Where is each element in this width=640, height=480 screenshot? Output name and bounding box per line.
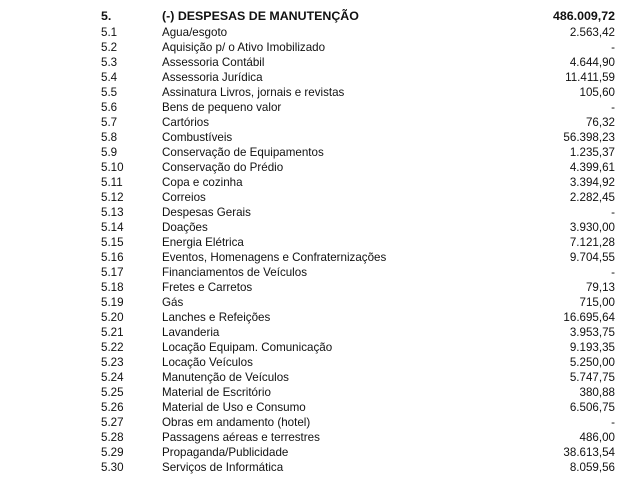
item-description: Lanches e Refeições [162, 311, 271, 324]
item-value: - [611, 266, 615, 279]
item-number: 5.28 [101, 431, 124, 444]
item-description: Material de Uso e Consumo [162, 401, 306, 414]
item-number: 5.26 [101, 401, 124, 414]
item-number: 5.5 [101, 86, 118, 99]
expense-row [0, 100, 640, 115]
item-value: - [611, 206, 615, 219]
item-number: 5.15 [101, 236, 124, 249]
item-value: 16.695,64 [563, 311, 615, 324]
item-number: 5.6 [101, 101, 118, 114]
expense-row [0, 55, 640, 70]
item-description: Eventos, Homenagens e Confraternizações [162, 251, 387, 264]
item-description: Fretes e Carretos [162, 281, 253, 294]
item-value: 9.193,35 [569, 341, 615, 354]
item-description: Gás [162, 296, 184, 309]
item-value: 4.399,61 [569, 161, 615, 174]
item-number: 5.9 [101, 146, 118, 159]
item-value: 486,00 [579, 431, 615, 444]
expense-row [0, 415, 640, 430]
item-description: Financiamentos de Veículos [162, 266, 308, 279]
item-value: 3.930,00 [569, 221, 615, 234]
item-value: 6.506,75 [569, 401, 615, 414]
item-description: Serviços de Informática [162, 461, 284, 474]
section-title: (-) DESPESAS DE MANUTENÇÃO [162, 9, 359, 23]
item-value: 9.704,55 [569, 251, 615, 264]
item-value: - [611, 41, 615, 54]
item-description: Locação Veículos [162, 356, 253, 369]
item-number: 5.3 [101, 56, 118, 69]
expense-row [0, 25, 640, 40]
item-number: 5.13 [101, 206, 124, 219]
expense-row [0, 430, 640, 445]
expense-row [0, 40, 640, 55]
item-number: 5.27 [101, 416, 124, 429]
expense-row [0, 400, 640, 415]
expense-row [0, 460, 640, 475]
item-description: Cartórios [162, 116, 210, 129]
section-number: 5. [101, 9, 112, 23]
item-value: 76,32 [585, 116, 615, 129]
item-number: 5.4 [101, 71, 118, 84]
item-value: 2.282,45 [569, 191, 615, 204]
item-description: Lavanderia [162, 326, 220, 339]
item-number: 5.1 [101, 26, 118, 39]
item-value: 56.398,23 [563, 131, 615, 144]
item-value: 3.953,75 [569, 326, 615, 339]
item-value: 715,00 [579, 296, 615, 309]
expense-row [0, 370, 640, 385]
expense-row [0, 190, 640, 205]
item-description: Bens de pequeno valor [162, 101, 282, 114]
item-value: 2.563,42 [569, 26, 615, 39]
expense-row [0, 385, 640, 400]
item-number: 5.19 [101, 296, 124, 309]
item-value: 8.059,56 [569, 461, 615, 474]
item-description: Despesas Gerais [162, 206, 251, 219]
item-value: 380,88 [579, 386, 615, 399]
item-value: 38.613,54 [563, 446, 615, 459]
item-value: 7.121,28 [569, 236, 615, 249]
item-description: Correios [162, 191, 206, 204]
item-number: 5.8 [101, 131, 118, 144]
item-number: 5.7 [101, 116, 118, 129]
item-value: 1.235,37 [569, 146, 615, 159]
item-value: 105,60 [579, 86, 615, 99]
expense-row [0, 445, 640, 460]
item-number: 5.23 [101, 356, 124, 369]
item-number: 5.2 [101, 41, 118, 54]
expense-row [0, 235, 640, 250]
expense-row [0, 85, 640, 100]
item-description: Propaganda/Publicidade [162, 446, 289, 459]
item-value: - [611, 416, 615, 429]
item-value: 5.747,75 [569, 371, 615, 384]
item-value: - [611, 101, 615, 114]
item-number: 5.18 [101, 281, 124, 294]
item-description: Manutenção de Veículos [162, 371, 289, 384]
section-header-row [0, 8, 640, 25]
item-number: 5.30 [101, 461, 124, 474]
item-description: Combustíveis [162, 131, 233, 144]
item-description: Assessoria Contábil [162, 56, 265, 69]
item-description: Conservação do Prédio [162, 161, 284, 174]
item-description: Obras em andamento (hotel) [162, 416, 311, 429]
item-number: 5.17 [101, 266, 124, 279]
expense-row [0, 220, 640, 235]
item-value: 3.394,92 [569, 176, 615, 189]
item-number: 5.16 [101, 251, 124, 264]
expense-row [0, 265, 640, 280]
expense-row [0, 295, 640, 310]
item-description: Aquisição p/ o Ativo Imobilizado [162, 41, 326, 54]
item-description: Doações [162, 221, 208, 234]
item-description: Agua/esgoto [162, 26, 228, 39]
item-description: Copa e cozinha [162, 176, 243, 189]
expense-row [0, 130, 640, 145]
item-description: Passagens aéreas e terrestres [162, 431, 320, 444]
expense-row [0, 325, 640, 340]
item-description: Assessoria Jurídica [162, 71, 263, 84]
item-number: 5.21 [101, 326, 124, 339]
expense-row [0, 175, 640, 190]
expense-row [0, 250, 640, 265]
item-value: 11.411,59 [565, 71, 615, 84]
item-description: Locação Equipam. Comunicação [162, 341, 333, 354]
expense-row [0, 310, 640, 325]
item-number: 5.29 [101, 446, 124, 459]
item-number: 5.11 [101, 176, 123, 189]
expense-row [0, 355, 640, 370]
expense-row [0, 205, 640, 220]
item-description: Energia Elétrica [162, 236, 244, 249]
item-number: 5.24 [101, 371, 124, 384]
item-number: 5.12 [101, 191, 124, 204]
item-description: Assinatura Livros, jornais e revistas [162, 86, 345, 99]
item-description: Material de Escritório [162, 386, 271, 399]
expense-row [0, 145, 640, 160]
expense-row [0, 280, 640, 295]
expense-row [0, 160, 640, 175]
expense-row [0, 70, 640, 85]
expense-row [0, 340, 640, 355]
section-total: 486.009,72 [552, 9, 615, 23]
item-number: 5.14 [101, 221, 124, 234]
item-number: 5.20 [101, 311, 124, 324]
item-number: 5.22 [101, 341, 124, 354]
item-value: 4.644,90 [569, 56, 615, 69]
item-value: 5.250,00 [569, 356, 615, 369]
expense-row [0, 115, 640, 130]
item-value: 79,13 [585, 281, 615, 294]
item-number: 5.10 [101, 161, 124, 174]
item-number: 5.25 [101, 386, 124, 399]
item-description: Conservação de Equipamentos [162, 146, 324, 159]
